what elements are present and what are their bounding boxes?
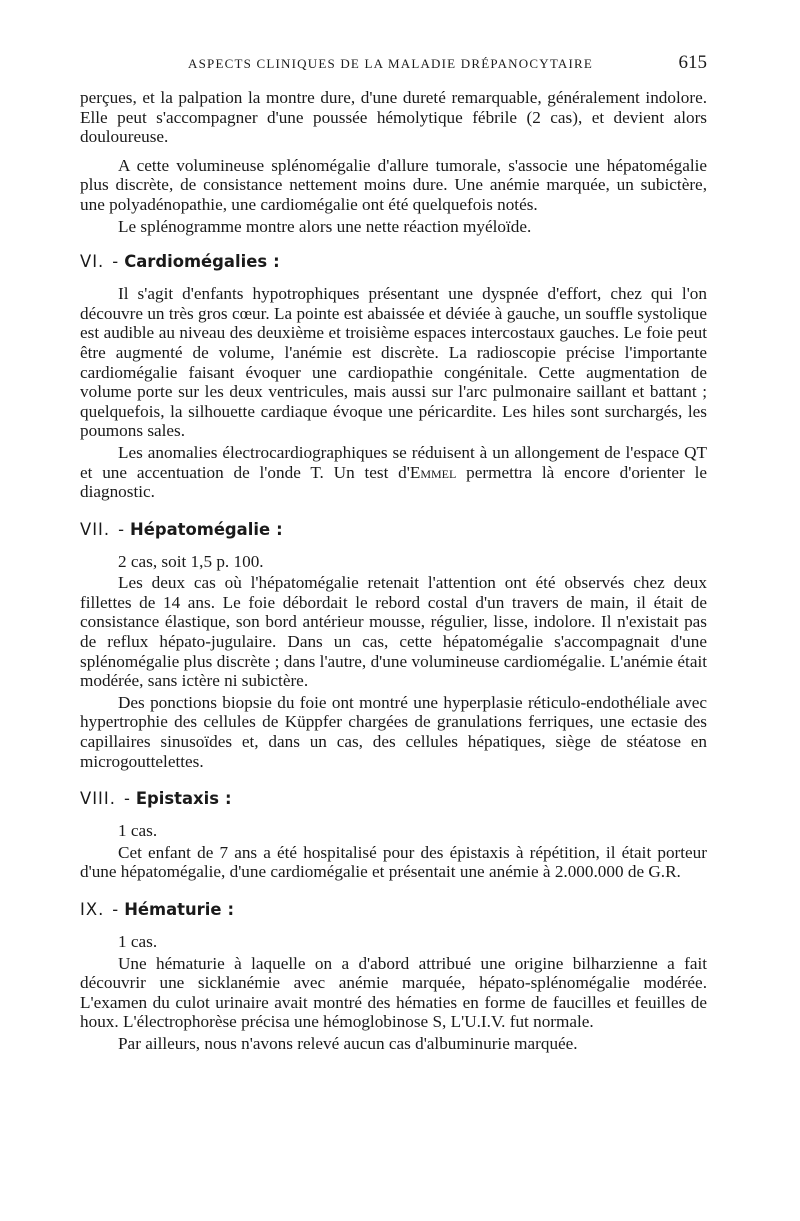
running-title: ASPECTS CLINIQUES DE LA MALADIE DRÉPANOCYTAIRE xyxy=(188,56,594,71)
paragraph-albuminuria: Par ailleurs, nous n'avons relevé aucun cas d'albuminurie marquée. xyxy=(118,1033,578,1053)
section-title: Cardiomégalies xyxy=(124,252,268,272)
page-number: 615 xyxy=(678,52,707,73)
section-number: VII. xyxy=(80,519,111,539)
paragraph-hepatomegaly-association: A cette volumineuse splénomégalie d'allure tumorale, s'associe une hépatomégalie plus discrète, de consistance nettement moins dure. Une anémie marquée, un subictère, une polyadénopathie, une cardiomégalie ont été quelquefois notés. xyxy=(80,155,707,214)
paragraph-splenogram: Le splénogramme montre alors une nette réaction myéloïde. xyxy=(118,216,532,236)
section-heading-vi xyxy=(80,251,707,273)
section-dash: - xyxy=(112,252,119,272)
section-colon: : xyxy=(273,252,280,272)
section-heading-viii xyxy=(80,788,707,810)
paragraph-spleen-continued: perçues, et la palpation la montre dure, d'une dureté remarquable, généralement indolore. Elle peut s'accompagner d'une poussée hémolytique fébrile (2 cas), et devient alors douloureuse. xyxy=(80,88,707,147)
section-colon: : xyxy=(276,519,283,539)
section-title: Hématurie xyxy=(124,900,222,919)
section-number: IX. xyxy=(80,900,105,919)
section-number: VIII. xyxy=(80,789,116,809)
section-dash: - xyxy=(118,519,125,539)
paragraph-hepatomegaly-cases: Les deux cas où l'hépatomégalie retenait l'attention ont été observés chez deux fillettes de 14 ans. Le foie débordait le rebord costal d'un travers de main, il était de consistance élastique, son bord antérieur mousse, régulier, lisse, indolore. Il n'existait pas de reflux hépato-jugulaire. Dans un cas, cette hépatomégalie s'accompagnait d'une splénomégalie plus discrète ; dans l'autre, d'une volumineuse cardiomégalie. L'anémie était modérée, sans ictère ni subictère. xyxy=(80,573,707,691)
section-dash: - xyxy=(112,900,119,919)
paragraph-ecg-text: Les anomalies électrocardiographiques se réduisent à un allongement de l'espace QT et une accentuation de l'onde T. Un test d' xyxy=(80,442,707,482)
section-heading-vii xyxy=(80,519,707,541)
running-header xyxy=(80,52,707,74)
paragraph-liver-biopsy: Des ponctions biopsie du foie ont montré une hyperplasie réticulo-endothéliale avec hypertrophie des cellules de Küppfer chargées de granulations ferriques, une ectasie des capillaires sinusoïdes et, dans un cas, des cellules hépatiques, siège de stéatose en microgouttelettes. xyxy=(80,692,707,771)
section-heading-ix xyxy=(80,899,707,921)
paragraph-case-count: 2 cas, soit 1,5 p. 100. xyxy=(118,551,264,571)
section-colon: : xyxy=(225,789,232,809)
section-dash: - xyxy=(123,789,130,809)
paragraph-ecg xyxy=(80,443,707,502)
section-number: VI. xyxy=(80,252,105,272)
author-name: Emmel xyxy=(409,462,457,482)
paragraph-hematuria-case: Une hématurie à laquelle on a d'abord attribué une origine bilharzienne a fait découvrir une sicklanémie avec anémie marquée, hépato-splénomégalie modérée. L'examen du culot urinaire avait montré des hématies en forme de faucilles et feuilles de houx. L'électrophorèse précisa une hémoglobinose S, L'U.I.V. fut normale. xyxy=(80,953,707,1032)
paragraph-epistaxis-case: Cet enfant de 7 ans a été hospitalisé pour des épistaxis à répétition, il était porteur d'une hépatomégalie, d'une cardiomégalie et présentait une anémie à 2.000.000 de G.R. xyxy=(80,842,707,882)
section-colon: : xyxy=(227,900,235,919)
page xyxy=(80,52,707,1054)
paragraph-ecg-text-end: permettra là encore d'orienter le diagnostic. xyxy=(80,462,707,502)
paragraph-case-count: 1 cas. xyxy=(118,821,158,841)
section-title: Hépatomégalie xyxy=(130,519,271,539)
paragraph-cardiomegaly: Il s'agit d'enfants hypotrophiques présentant une dyspnée d'effort, chez qui l'on découvre un très gros cœur. La pointe est abaissée et déviée à gauche, un souffle systolique est audible au niveau des deuxième et troisième espaces intercostaux gauches. Le foie peut être augmenté de volume, l'anémie est discrète. La radioscopie précise l'importante cardiomégalie faisant évoquer une cardiopathie congénitale. Cette augmentation de volume porte sur les deux ventricules, mais aussi sur l'arc pulmonaire saillant et battant ; quelquefois, la silhouette cardiaque évoque une péricardite. Les hiles sont surchargés, les poumons sales. xyxy=(80,284,707,441)
section-title: Epistaxis xyxy=(135,789,220,809)
paragraph-case-count: 1 cas. xyxy=(118,932,158,951)
